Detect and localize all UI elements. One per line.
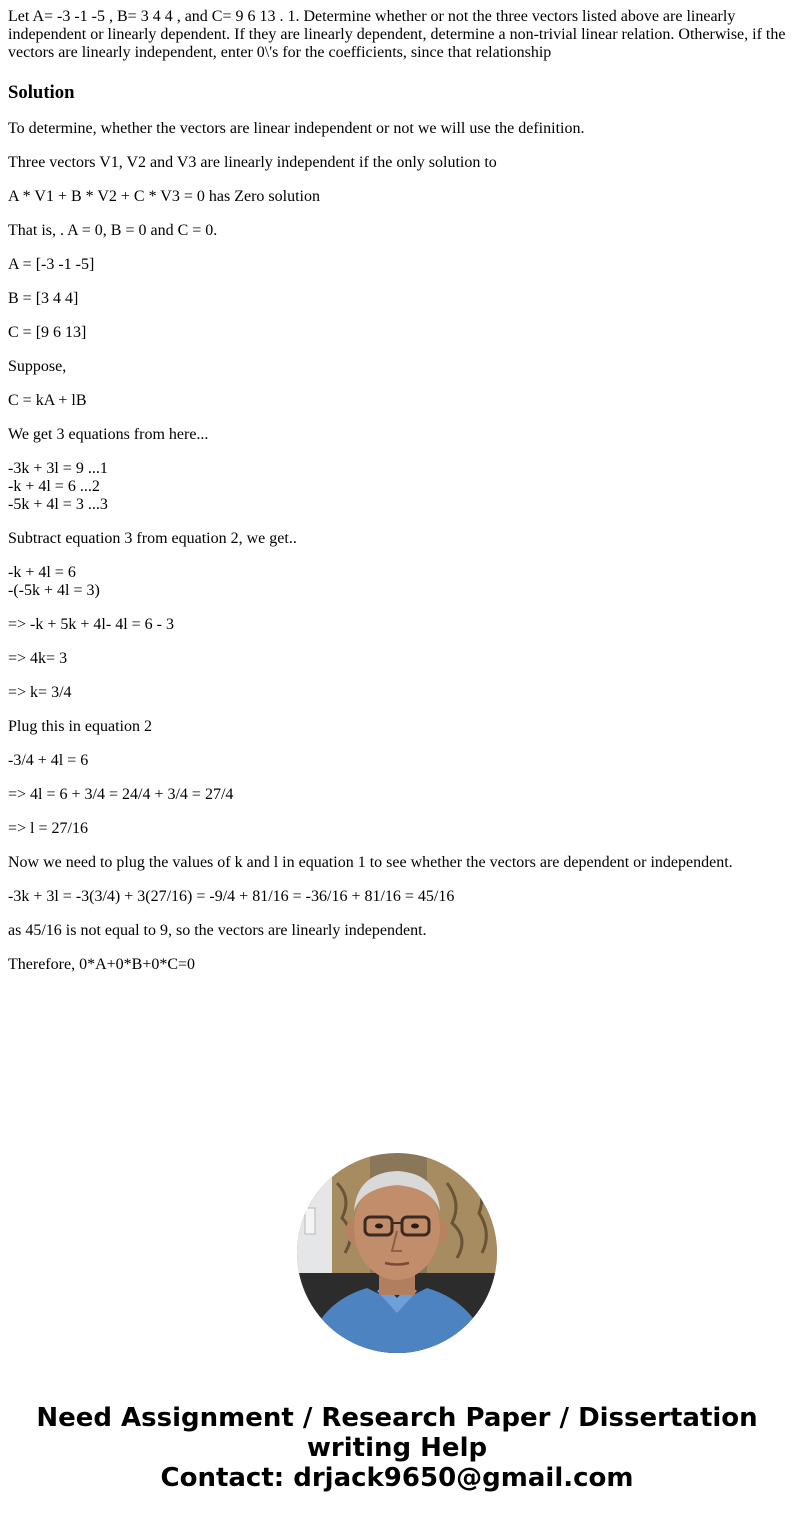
solution-paragraph xyxy=(8,650,786,668)
solution-line: C = kA + lB xyxy=(8,392,87,409)
solution-paragraph xyxy=(8,888,786,906)
solution-paragraph xyxy=(8,392,786,410)
solution-line: We get 3 equations from here... xyxy=(8,426,209,443)
solution-line: Subtract equation 3 from equation 2, we get.. xyxy=(8,530,297,547)
solution-paragraph xyxy=(8,120,786,138)
solution-line: Three vectors V1, V2 and V3 are linearly independent if the only solution to xyxy=(8,154,497,171)
solution-line: Therefore, 0*A+0*B+0*C=0 xyxy=(8,956,196,973)
solution-line: A = [-3 -1 -5] xyxy=(8,256,95,273)
solution-paragraph xyxy=(8,922,786,940)
solution-paragraph xyxy=(8,530,786,548)
solution-line: -3/4 + 4l = 6 xyxy=(8,752,89,769)
footer-line-2: writing Help xyxy=(306,1433,488,1463)
solution-paragraph xyxy=(8,154,786,172)
solution-paragraph xyxy=(8,324,786,342)
document-body xyxy=(8,8,786,990)
solution-paragraph xyxy=(8,752,786,770)
footer-line-3: Contact: drjack9650@gmail.com xyxy=(160,1463,634,1493)
footer-line-1: Need Assignment / Research Paper / Dissertation xyxy=(36,1403,758,1433)
solution-line: Suppose, xyxy=(8,358,67,375)
solution-line: => l = 27/16 xyxy=(8,820,88,837)
solution-paragraph xyxy=(8,222,786,240)
solution-paragraph xyxy=(8,820,786,838)
solution-line: => 4k= 3 xyxy=(8,650,68,667)
question-text: Let A= -3 -1 -5 , B= 3 4 4 , and C= 9 6 13 . 1. Determine whether or not the three vectors listed above are linearly independent or linearly dependent. If they are linearly dependent, determine a non-trivial linear relation. Otherwise, if the vectors are linearly independent, enter 0\'s for the coefficients, since that relationship xyxy=(8,8,786,61)
solution-line: -3k + 3l = -3(3/4) + 3(27/16) = -9/4 + 81/16 = -36/16 + 81/16 = 45/16 xyxy=(8,888,455,905)
solution-line: -3k + 3l = 9 ...1 xyxy=(8,460,108,477)
solution-heading: Solution xyxy=(8,82,75,103)
solution-paragraph xyxy=(8,358,786,376)
portrait-image xyxy=(297,1153,497,1353)
solution-paragraph xyxy=(8,616,786,634)
solution-line: -k + 4l = 6 ...2 xyxy=(8,478,100,495)
solution-line: as 45/16 is not equal to 9, so the vectors are linearly independent. xyxy=(8,922,427,939)
solution-line: -k + 4l = 6 xyxy=(8,564,76,581)
solution-paragraph xyxy=(8,718,786,736)
author-avatar xyxy=(297,1153,497,1353)
solution-line: C = [9 6 13] xyxy=(8,324,87,341)
solution-paragraph xyxy=(8,290,786,308)
solution-paragraph xyxy=(8,956,786,974)
solution-body xyxy=(8,120,786,974)
solution-paragraph xyxy=(8,460,786,514)
contact-footer xyxy=(0,1403,794,1493)
solution-line: -(-5k + 4l = 3) xyxy=(8,582,100,599)
solution-paragraph xyxy=(8,786,786,804)
solution-paragraph xyxy=(8,854,786,872)
solution-paragraph xyxy=(8,426,786,444)
solution-line: Plug this in equation 2 xyxy=(8,718,152,735)
solution-line: => k= 3/4 xyxy=(8,684,72,701)
solution-line: -5k + 4l = 3 ...3 xyxy=(8,496,108,513)
solution-paragraph xyxy=(8,564,786,600)
solution-line: To determine, whether the vectors are linear independent or not we will use the definition. xyxy=(8,120,585,137)
solution-paragraph xyxy=(8,684,786,702)
solution-paragraph xyxy=(8,188,786,206)
solution-line: Now we need to plug the values of k and l in equation 1 to see whether the vectors are dependent or independent. xyxy=(8,854,733,871)
solution-line: => -k + 5k + 4l- 4l = 6 - 3 xyxy=(8,616,174,633)
solution-line: That is, . A = 0, B = 0 and C = 0. xyxy=(8,222,218,239)
solution-line: B = [3 4 4] xyxy=(8,290,79,307)
solution-line: => 4l = 6 + 3/4 = 24/4 + 3/4 = 27/4 xyxy=(8,786,234,803)
solution-line: A * V1 + B * V2 + C * V3 = 0 has Zero solution xyxy=(8,188,320,205)
solution-paragraph xyxy=(8,256,786,274)
